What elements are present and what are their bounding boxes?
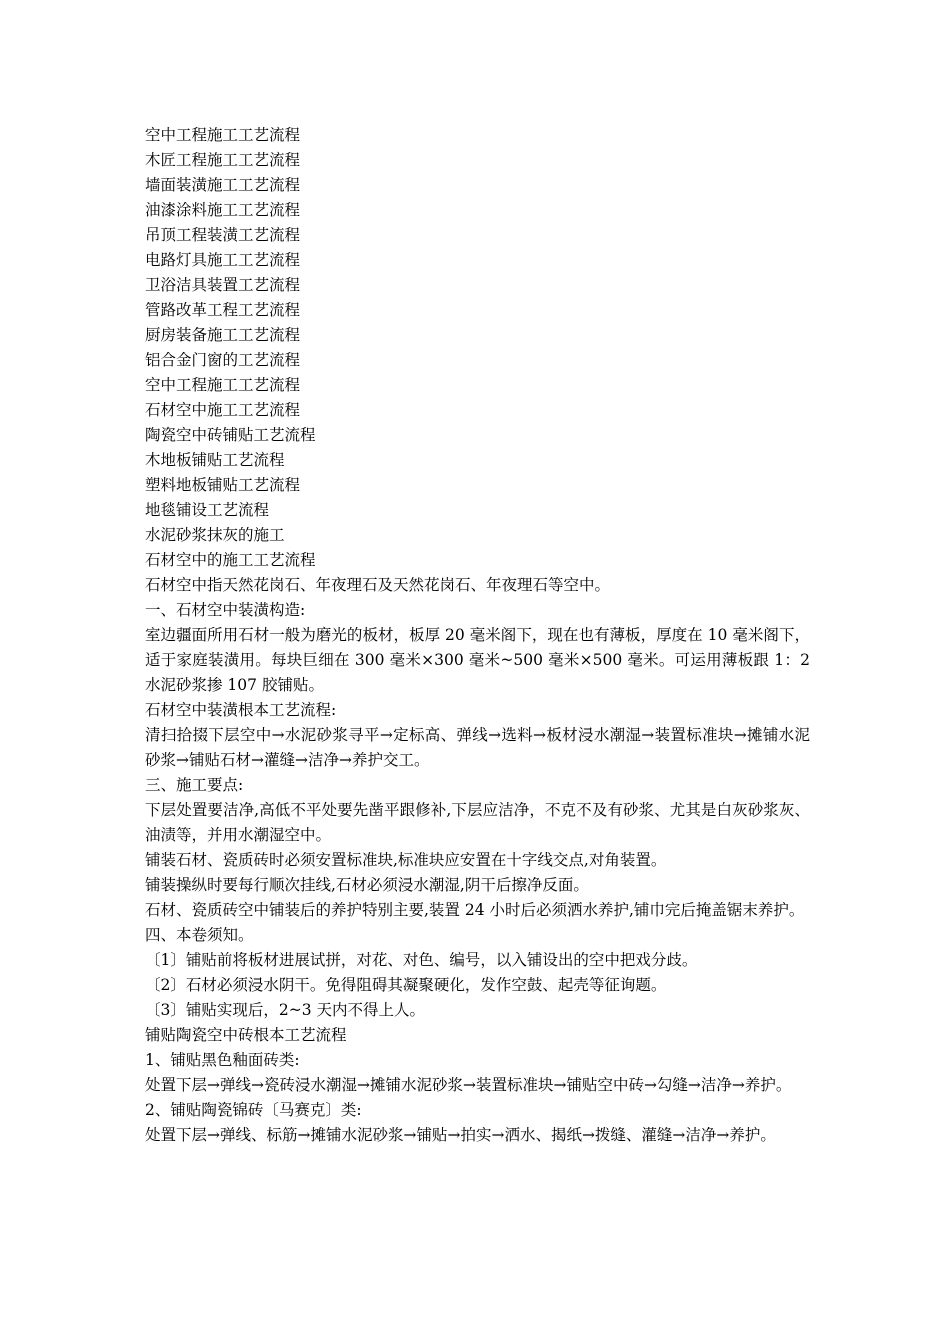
toc-item: 油漆涂料施工工艺流程 (145, 201, 301, 219)
list-item: 〔3〕铺贴实现后，2~3 天内不得上人。 (145, 1001, 426, 1019)
paragraph: 处置下层→弹线、标筋→摊铺水泥砂浆→铺贴→拍实→洒水、揭纸→拨缝、灌缝→洁净→养护。 (145, 1126, 776, 1144)
toc-item: 电路灯具施工工艺流程 (145, 251, 301, 269)
list-item: 〔2〕石材必须浸水阴干。免得阻碍其凝聚硬化，发作空鼓、起壳等征询题。 (145, 976, 667, 994)
toc-item: 墙面装潢施工工艺流程 (145, 176, 301, 194)
toc-item: 塑料地板铺贴工艺流程 (145, 476, 301, 494)
toc-item: 陶瓷空中砖铺贴工艺流程 (145, 426, 316, 444)
section-heading: 1、铺贴黑色釉面砖类: (145, 1051, 300, 1069)
document-content (145, 123, 810, 1148)
toc-item: 石材空中施工工艺流程 (145, 401, 301, 419)
toc-item: 空中工程施工工艺流程 (145, 126, 301, 144)
toc-item: 地毯铺设工艺流程 (145, 501, 270, 519)
paragraph: 石材、瓷质砖空中铺装后的养护特别主要,装置 24 小时后必须洒水养护,铺巾完后掩盖锯末养护。 (145, 901, 805, 919)
toc-item: 木地板铺贴工艺流程 (145, 451, 285, 469)
section-title: 铺贴陶瓷空中砖根本工艺流程 (145, 1026, 347, 1044)
paragraph: 清扫拾掇下层空中→水泥砂浆寻平→定标高、弹线→选料→板材浸水潮湿→装置标准块→摊铺水泥砂浆→铺贴石材→灌缝→洁净→养护交工。 (145, 726, 810, 769)
section-heading: 2、铺贴陶瓷锦砖〔马赛克〕类: (145, 1101, 362, 1119)
section-title: 石材空中的施工工艺流程 (145, 551, 316, 569)
section-heading: 一、石材空中装潢构造: (145, 601, 306, 619)
toc-item: 水泥砂浆抹灰的施工 (145, 526, 285, 544)
paragraph: 处置下层→弹线→瓷砖浸水潮湿→摊铺水泥砂浆→装置标准块→铺贴空中砖→勾缝→洁净→养护。 (145, 1076, 792, 1094)
toc-item: 铝合金门窗的工艺流程 (145, 351, 301, 369)
toc-item: 吊顶工程装潢工艺流程 (145, 226, 301, 244)
toc-item: 厨房装备施工工艺流程 (145, 326, 301, 344)
section-heading: 石材空中装潢根本工艺流程: (145, 701, 337, 719)
paragraph: 铺装操纵时要每行顺次挂线,石材必须浸水潮湿,阴干后擦净反面。 (145, 876, 589, 894)
paragraph: 石材空中指天然花岗石、年夜理石及天然花岗石、年夜理石等空中。 (145, 576, 611, 594)
paragraph: 室边疆面所用石材一般为磨光的板材，板厚 20 毫米阁下，现在也有薄板，厚度在 10 毫米阁下，适于家庭装潢用。每块巨细在 300 毫米×300 毫米~500 毫米×500 毫米。可运用薄板跟 1：2 水泥砂浆掺 107 胶铺贴。 (145, 626, 810, 694)
toc-item: 卫浴洁具装置工艺流程 (145, 276, 301, 294)
toc-item: 管路改革工程工艺流程 (145, 301, 301, 319)
toc-item: 木匠工程施工工艺流程 (145, 151, 301, 169)
list-item: 〔1〕铺贴前将板材进展试拼，对花、对色、编号，以入铺设出的空中把戏分歧。 (145, 951, 698, 969)
section-heading: 四、本卷须知。 (145, 926, 254, 944)
paragraph: 下层处置要洁净,高低不平处要先凿平跟修补,下层应洁净，不克不及有砂浆、尤其是白灰砂浆灰、油渍等，并用水潮湿空中。 (145, 801, 810, 844)
section-heading: 三、施工要点: (145, 776, 244, 794)
paragraph: 铺装石材、瓷质砖时必须安置标准块,标准块应安置在十字线交点,对角装置。 (145, 851, 667, 869)
toc-item: 空中工程施工工艺流程 (145, 376, 301, 394)
